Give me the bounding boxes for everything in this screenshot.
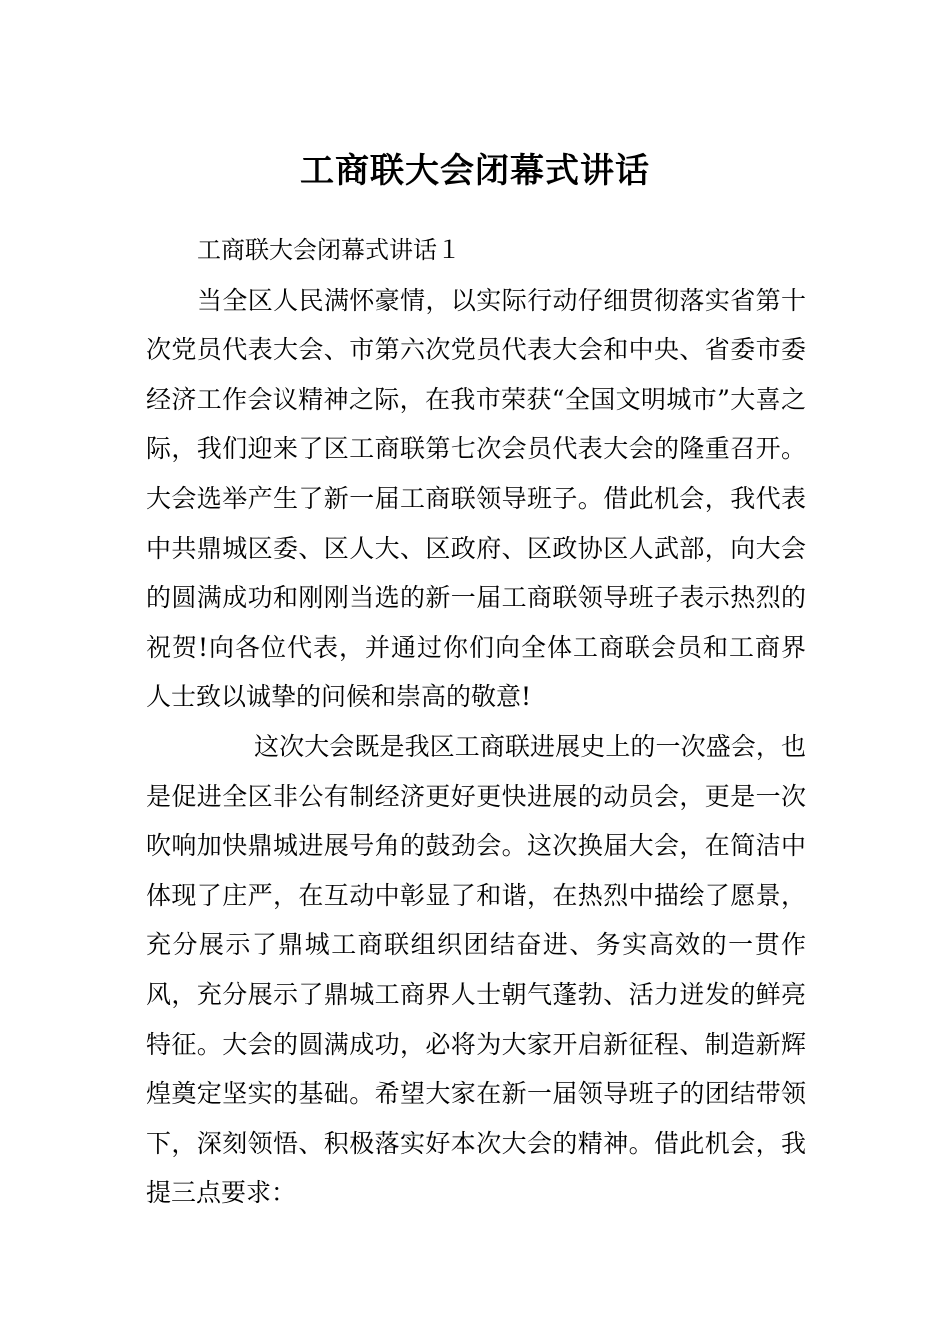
document-body xyxy=(146,226,806,1218)
document-title: 工商联大会闭幕式讲话 xyxy=(300,150,650,191)
paragraph-2: 这次大会既是我区工商联进展史上的一次盛会，也是促进全区非公有制经济更好更快进展的动员会，更是一次吹响加快鼎城进展号角的鼓劲会。这次换届大会，在简洁中体现了庄严，在互动中彰显了和谐，在热烈中描绘了愿景，充分展示了鼎城工商联组织团结奋进、务实高效的一贯作风，充分展示了鼎城工商界人士朝气蓬勃、活力迸发的鲜亮特征。大会的圆满成功，必将为大家开启新征程、制造新辉煌奠定坚实的基础。希望大家在新一届领导班子的团结带领下，深刻领悟、积极落实好本次大会的精神。借此机会，我提三点要求： xyxy=(146,731,806,1208)
section-subtitle: 工商联大会闭幕式讲话１ xyxy=(197,236,461,264)
paragraph-1: 当全区人民满怀豪情，以实际行动仔细贯彻落实省第十次党员代表大会、市第六次党员代表大会和中央、省委市委经济工作会议精神之际，在我市荣获“全国文明城市”大喜之际，我们迎来了区工商联第七次会员代表大会的隆重召开。大会选举产生了新一届工商联领导班子。借此机会，我代表中共鼎城区委、区人大、区政府、区政协区人武部，向大会的圆满成功和刚刚当选的新一届工商联领导班子表示热烈的祝贺!向各位代表，并通过你们向全体工商联会员和工商界人士致以诚挚的问候和崇高的敬意! xyxy=(146,285,806,712)
